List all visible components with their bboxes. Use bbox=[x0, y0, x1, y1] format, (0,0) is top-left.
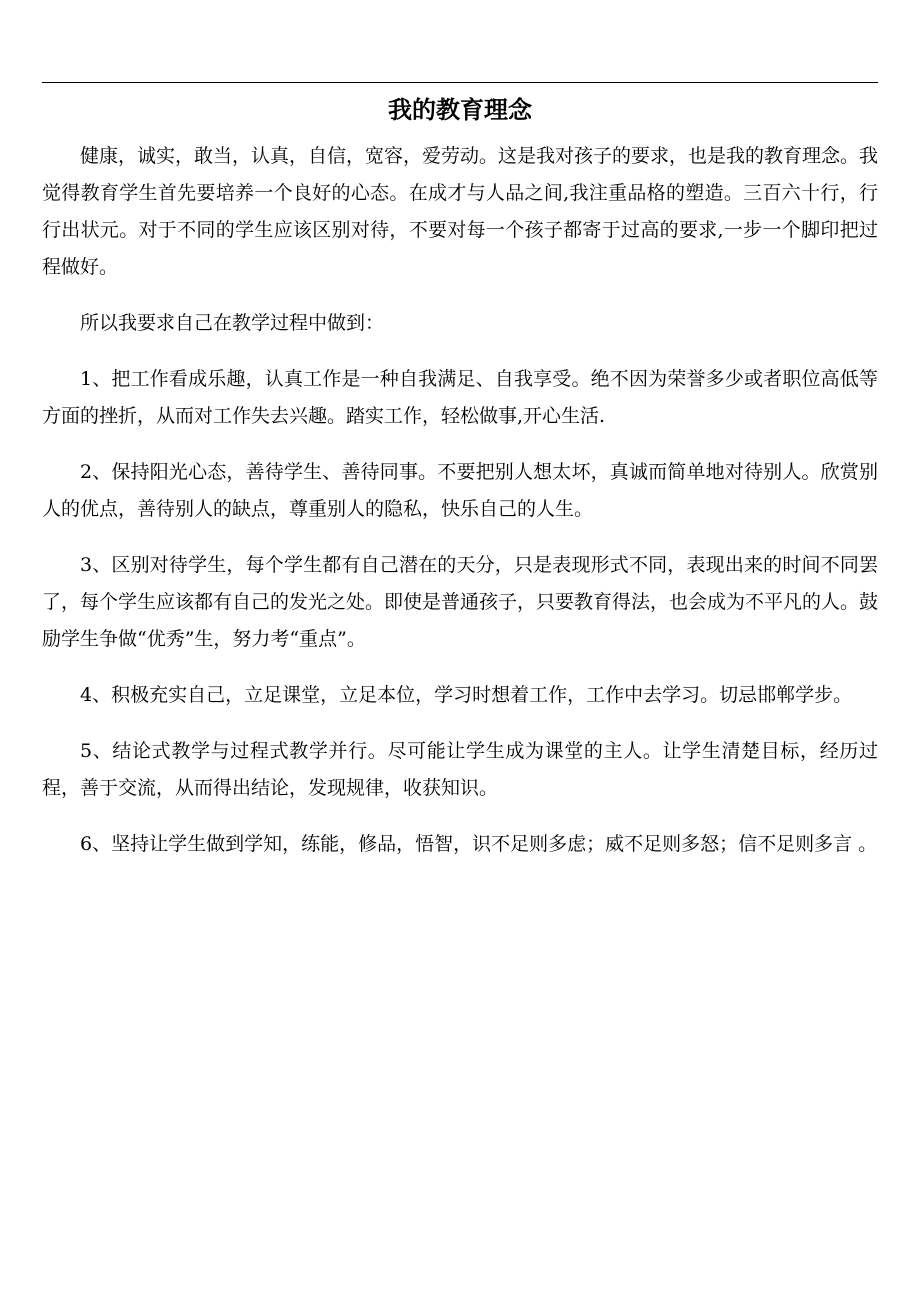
paragraph-item-4: 4、积极充实自己，立足课堂，立足本位，学习时想着工作，工作中去学习。切忌邯郸学步。 bbox=[80, 684, 853, 706]
paragraph-item-3: 3、区别对待学生，每个学生都有自己潜在的天分，只是表现形式不同，表现出来的时间不同罢了，每个学生应该都有自己的发光之处。即使是普通孩子，只要教育得法，也会成为不平凡的人。鼓励学生争做“优秀”生，努力考“重点”。 bbox=[42, 554, 879, 650]
paragraph-item-6: 6、坚持让学生做到学知，练能，修品，悟智，识不足则多虑；威不足则多怒；信不足则多言 。 bbox=[80, 833, 878, 855]
header-rule bbox=[42, 82, 878, 83]
document-body bbox=[42, 138, 878, 882]
paragraph-lead-in: 所以我要求自己在教学过程中做到： bbox=[80, 312, 385, 334]
paragraph-item-2: 2、保持阳光心态，善待学生、善待同事。不要把别人想太坏，真诚而简单地对待别人。欣赏别人的优点，善待别人的缺点，尊重别人的隐私，快乐自己的人生。 bbox=[42, 461, 878, 520]
paragraph-item-1: 1、把工作看成乐趣，认真工作是一种自我满足、自我享受。绝不因为荣誉多少或者职位高低等方面的挫折，从而对工作失去兴趣。踏实工作，轻松做事,开心生活. bbox=[42, 368, 878, 427]
paragraph-item-5: 5、结论式教学与过程式教学并行。尽可能让学生成为课堂的主人。让学生清楚目标，经历过程，善于交流，从而得出结论，发现规律，收获知识。 bbox=[42, 740, 878, 799]
document-title: 我的教育理念 bbox=[388, 96, 532, 124]
paragraph-intro: 健康，诚实，敢当，认真，自信，宽容，爱劳动。这是我对孩子的要求，也是我的教育理念。我觉得教育学生首先要培养一个良好的心态。在成才与人品之间,我注重品格的塑造。三百六十行，行行出状元。对于不同的学生应该区别对待，不要对每一个孩子都寄于过高的要求,一步一个脚印把过程做好。 bbox=[42, 145, 879, 278]
